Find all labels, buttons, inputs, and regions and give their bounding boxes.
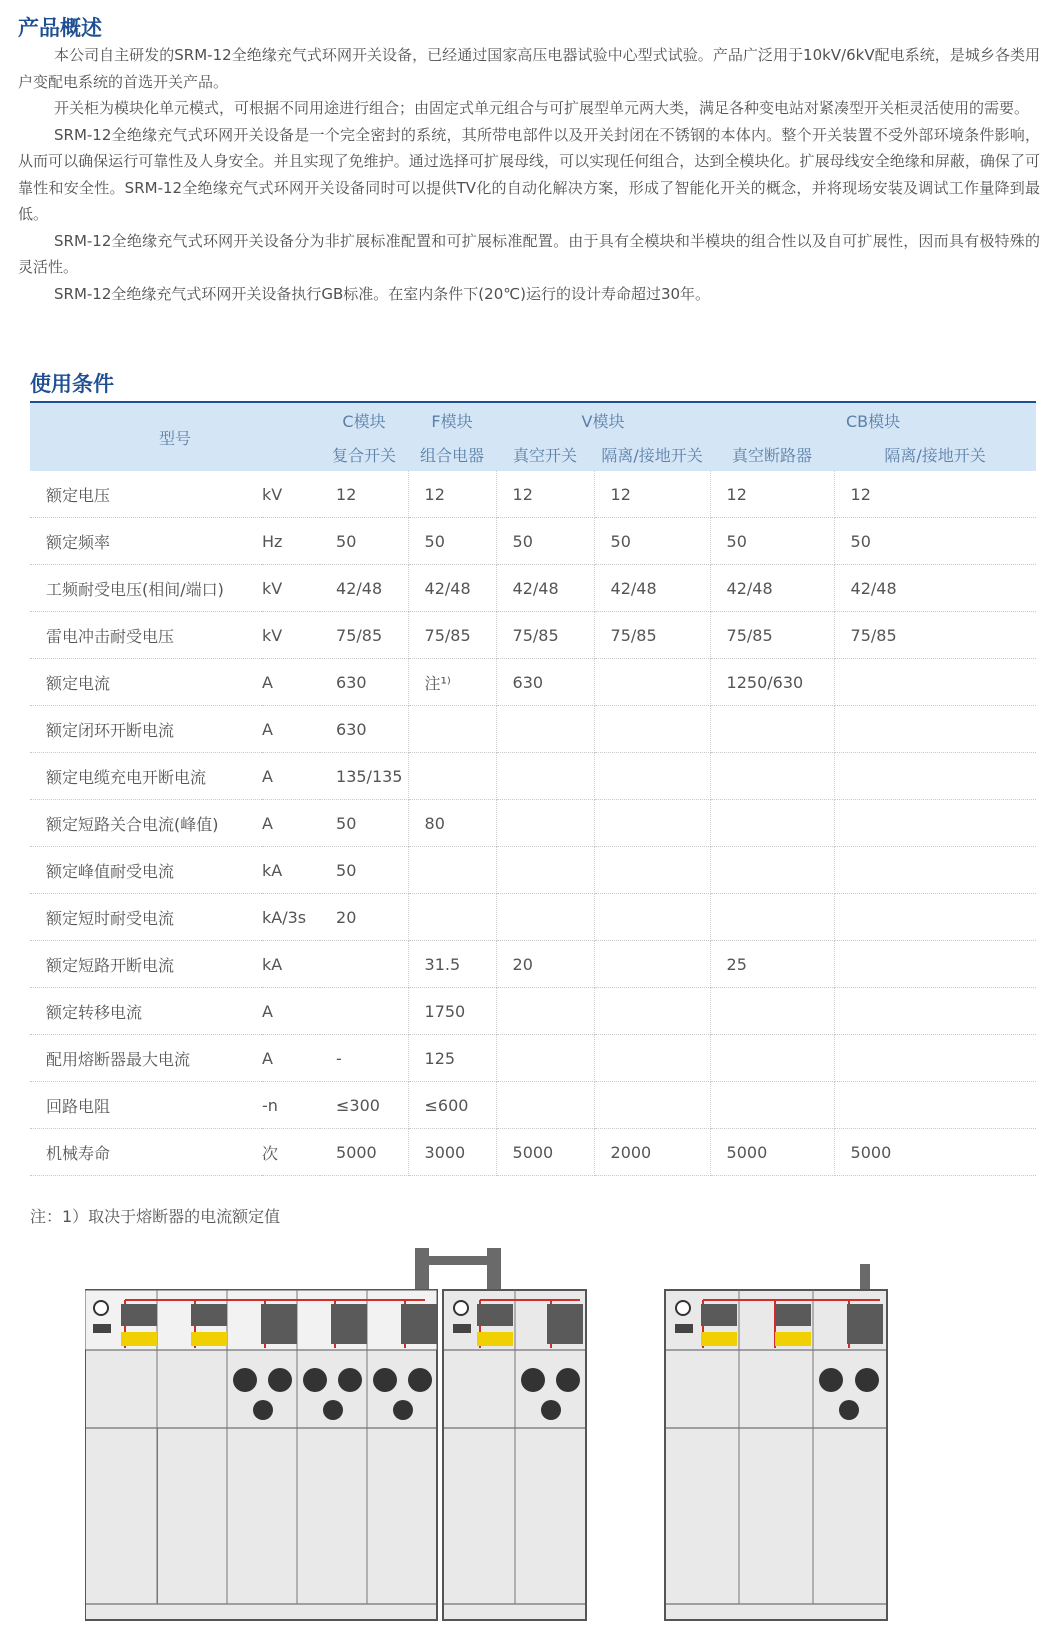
subtype-header: 真空断路器 — [710, 437, 834, 471]
value-cell — [594, 941, 710, 988]
param-name: 回路电阻 — [30, 1082, 262, 1129]
table-row — [30, 612, 1036, 659]
value-cell: 50 — [496, 518, 594, 565]
value-cell: 3000 — [408, 1129, 496, 1176]
value-cell: 630 — [496, 659, 594, 706]
value-cell: 630 — [320, 706, 408, 753]
value-cell — [594, 1082, 710, 1129]
value-cell — [710, 847, 834, 894]
value-cell — [710, 988, 834, 1035]
param-unit: A — [262, 753, 320, 800]
value-cell: 25 — [710, 941, 834, 988]
value-cell: 75/85 — [594, 612, 710, 659]
param-name: 额定转移电流 — [30, 988, 262, 1035]
value-cell: 50 — [710, 518, 834, 565]
param-unit: Hz — [262, 518, 320, 565]
value-cell: 80 — [408, 800, 496, 847]
table-row — [30, 894, 1036, 941]
top-connector — [860, 1264, 870, 1292]
conditions-title: 使用条件 — [30, 372, 114, 396]
value-cell — [496, 800, 594, 847]
value-cell: ≤600 — [408, 1082, 496, 1129]
value-cell: 42/48 — [710, 565, 834, 612]
value-cell — [496, 988, 594, 1035]
table-row — [30, 941, 1036, 988]
overview-paragraph: SRM-12全绝缘充气式环网开关设备分为非扩展标准配置和可扩展标准配置。由于具有全模块和半模块的组合性以及自可扩展性，因而具有极特殊的灵活性。 — [18, 231, 1040, 276]
subtype-header: 真空开关 — [496, 437, 594, 471]
table-row — [30, 800, 1036, 847]
value-cell: 75/85 — [320, 612, 408, 659]
cabinet-group-small — [665, 1290, 887, 1620]
value-cell — [594, 800, 710, 847]
value-cell — [834, 894, 1036, 941]
param-unit: A — [262, 800, 320, 847]
param-unit: kA — [262, 847, 320, 894]
param-unit: A — [262, 706, 320, 753]
overview-title: 产品概述 — [18, 16, 102, 40]
module-header-f: F模块 — [408, 403, 496, 437]
value-cell: ≤300 — [320, 1082, 408, 1129]
value-cell: 75/85 — [710, 612, 834, 659]
conditions-table — [30, 403, 1036, 1176]
subtype-header: 组合电器 — [408, 437, 496, 471]
value-cell — [496, 753, 594, 800]
value-cell: 42/48 — [834, 565, 1036, 612]
subtype-header: 复合开关 — [320, 437, 408, 471]
value-cell: 12 — [834, 471, 1036, 518]
value-cell: 50 — [408, 518, 496, 565]
overview-paragraph: SRM-12全绝缘充气式环网开关设备是一个完全密封的系统，其所带电部件以及开关封闭在不锈钢的本体内。整个开关装置不受外部环境条件影响，从而可以确保运行可靠性及人身安全。并且实现了免维护。通过选择可扩展母线，可以实现任何组合，达到全模块化。扩展母线安全绝缘和屏蔽，确保了可靠性和安全性。SRM-12全绝缘充气式环网开关设备同时可以提供TV化的自动化解决方案，形成了智能化开关的概念，并将现场安装及调试工作量降到最低。 — [18, 125, 1040, 223]
value-cell — [320, 988, 408, 1035]
subtype-header: 隔离/接地开关 — [834, 437, 1036, 471]
table-row — [30, 1082, 1036, 1129]
table-row — [30, 988, 1036, 1035]
value-cell: 42/48 — [496, 565, 594, 612]
value-cell — [710, 706, 834, 753]
module-header-c: C模块 — [320, 403, 408, 437]
param-name: 额定峰值耐受电流 — [30, 847, 262, 894]
table-row — [30, 659, 1036, 706]
param-unit: A — [262, 659, 320, 706]
model-header: 型号 — [30, 403, 320, 471]
value-cell: 5000 — [320, 1129, 408, 1176]
value-cell — [834, 988, 1036, 1035]
param-name: 额定闭环开断电流 — [30, 706, 262, 753]
value-cell — [594, 706, 710, 753]
param-name: 机械寿命 — [30, 1129, 262, 1176]
table-row — [30, 518, 1036, 565]
value-cell — [408, 847, 496, 894]
value-cell — [594, 1035, 710, 1082]
value-cell: 630 — [320, 659, 408, 706]
table-row — [30, 471, 1036, 518]
value-cell — [594, 659, 710, 706]
value-cell: 31.5 — [408, 941, 496, 988]
value-cell — [834, 659, 1036, 706]
value-cell — [496, 894, 594, 941]
value-cell: 50 — [834, 518, 1036, 565]
value-cell — [834, 941, 1036, 988]
param-unit: kV — [262, 565, 320, 612]
value-cell — [834, 1035, 1036, 1082]
param-name: 额定电压 — [30, 471, 262, 518]
value-cell: 42/48 — [320, 565, 408, 612]
param-name: 额定频率 — [30, 518, 262, 565]
switchgear-illustration — [85, 1248, 905, 1628]
param-name: 额定电流 — [30, 659, 262, 706]
value-cell: 75/85 — [408, 612, 496, 659]
value-cell: - — [320, 1035, 408, 1082]
value-cell: 50 — [594, 518, 710, 565]
value-cell: 5000 — [496, 1129, 594, 1176]
overview-paragraph: 本公司自主研发的SRM-12全绝缘充气式环网开关设备，已经通过国家高压电器试验中心型式试验。产品广泛用于10kV/6kV配电系统，是城乡各类用户变配电系统的首选开关产品。 — [18, 46, 1040, 91]
param-name: 额定短时耐受电流 — [30, 894, 262, 941]
subtype-header: 隔离/接地开关 — [594, 437, 710, 471]
value-cell — [408, 706, 496, 753]
param-name: 额定短路开断电流 — [30, 941, 262, 988]
table-footnote: 注：1）取决于熔断器的电流额定值 — [30, 1207, 281, 1226]
value-cell: 注¹⁾ — [408, 659, 496, 706]
table-body — [30, 471, 1036, 1176]
value-cell — [496, 1035, 594, 1082]
value-cell — [594, 988, 710, 1035]
value-cell: 12 — [496, 471, 594, 518]
value-cell — [710, 1035, 834, 1082]
value-cell — [408, 894, 496, 941]
param-name: 配用熔断器最大电流 — [30, 1035, 262, 1082]
overview-paragraph: SRM-12全绝缘充气式环网开关设备执行GB标准。在室内条件下(20℃)运行的设计寿命超过30年。 — [54, 284, 711, 303]
value-cell: 2000 — [594, 1129, 710, 1176]
table-header-modules — [30, 403, 1036, 437]
value-cell — [496, 847, 594, 894]
value-cell: 1750 — [408, 988, 496, 1035]
value-cell: 50 — [320, 518, 408, 565]
value-cell: 5000 — [834, 1129, 1036, 1176]
table-row — [30, 1129, 1036, 1176]
overview-text — [18, 42, 1040, 307]
value-cell: 75/85 — [496, 612, 594, 659]
value-cell: 12 — [594, 471, 710, 518]
param-unit: 次 — [262, 1129, 320, 1176]
param-unit: -n — [262, 1082, 320, 1129]
value-cell: 135/135 — [320, 753, 408, 800]
param-name: 工频耐受电压(相间/端口) — [30, 565, 262, 612]
module-header-v: V模块 — [496, 403, 710, 437]
value-cell — [594, 847, 710, 894]
value-cell: 5000 — [710, 1129, 834, 1176]
value-cell: 12 — [408, 471, 496, 518]
param-unit: kA/3s — [262, 894, 320, 941]
cabinet-group-medium — [443, 1290, 586, 1620]
value-cell — [834, 1082, 1036, 1129]
value-cell: 12 — [320, 471, 408, 518]
value-cell — [496, 1082, 594, 1129]
value-cell: 12 — [710, 471, 834, 518]
value-cell — [834, 847, 1036, 894]
value-cell: 1250/630 — [710, 659, 834, 706]
value-cell — [594, 894, 710, 941]
value-cell — [496, 706, 594, 753]
param-unit: kV — [262, 471, 320, 518]
param-name: 雷电冲击耐受电压 — [30, 612, 262, 659]
param-unit: A — [262, 988, 320, 1035]
table-row — [30, 753, 1036, 800]
value-cell: 20 — [320, 894, 408, 941]
value-cell: 50 — [320, 847, 408, 894]
table-row — [30, 565, 1036, 612]
value-cell: 42/48 — [408, 565, 496, 612]
value-cell — [408, 753, 496, 800]
param-name: 额定短路关合电流(峰值) — [30, 800, 262, 847]
param-name: 额定电缆充电开断电流 — [30, 753, 262, 800]
value-cell — [710, 1082, 834, 1129]
value-cell — [834, 706, 1036, 753]
param-unit: kA — [262, 941, 320, 988]
value-cell: 75/85 — [834, 612, 1036, 659]
value-cell — [710, 800, 834, 847]
value-cell — [710, 894, 834, 941]
value-cell — [710, 753, 834, 800]
module-header-cb: CB模块 — [710, 403, 1036, 437]
table-row — [30, 847, 1036, 894]
value-cell: 125 — [408, 1035, 496, 1082]
param-unit: kV — [262, 612, 320, 659]
value-cell: 20 — [496, 941, 594, 988]
value-cell — [834, 800, 1036, 847]
cabinet-group-large — [85, 1290, 437, 1620]
extension-busbar-connector — [415, 1248, 501, 1293]
table-row — [30, 706, 1036, 753]
value-cell: 50 — [320, 800, 408, 847]
param-unit: A — [262, 1035, 320, 1082]
value-cell — [834, 753, 1036, 800]
value-cell: 42/48 — [594, 565, 710, 612]
table-row — [30, 1035, 1036, 1082]
value-cell — [594, 753, 710, 800]
overview-paragraph: 开关柜为模块化单元模式，可根据不同用途进行组合；由固定式单元组合与可扩展型单元两大类，满足各种变电站对紧凑型开关柜灵活使用的需要。 — [54, 99, 1030, 117]
value-cell — [320, 941, 408, 988]
